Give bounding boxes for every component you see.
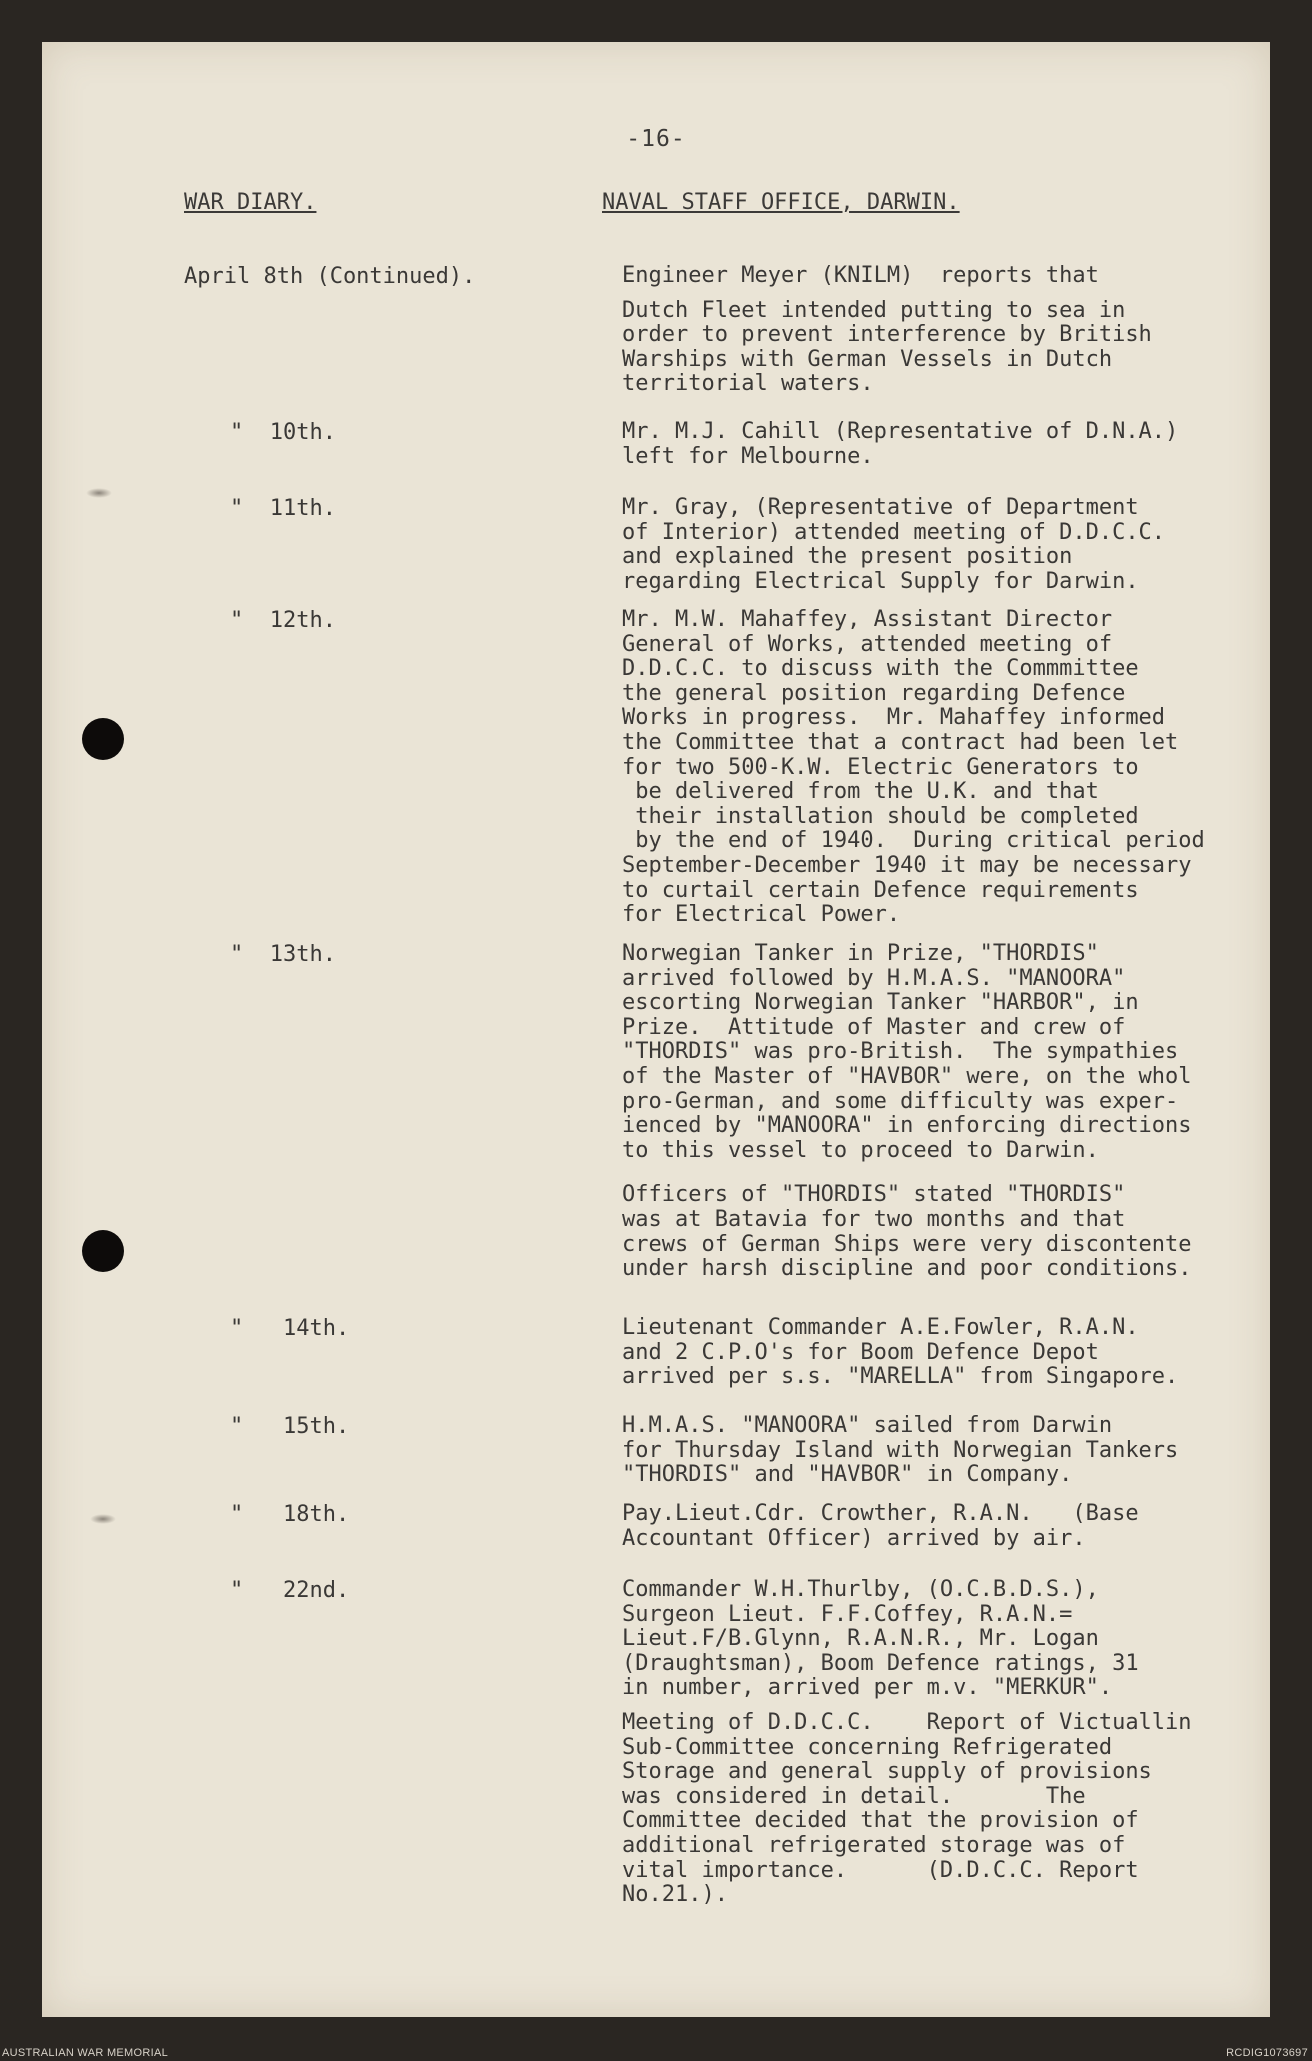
- entry-date: " 18th.: [230, 1502, 350, 1527]
- entry-text: [622, 942, 1192, 1282]
- entry-text-line: their installation should be completed: [622, 803, 1139, 829]
- entry-text-line: to this vessel to proceed to Darwin.: [622, 1137, 1099, 1163]
- entry-text: [622, 1316, 1178, 1390]
- entry-text-line: under harsh discipline and poor conditions.: [622, 1256, 1192, 1282]
- entry-date: " 22nd.: [230, 1578, 350, 1603]
- entry-text-line: [622, 1163, 1192, 1173]
- footer-record-id: RCDIG1073697: [1226, 2047, 1308, 2059]
- entry-text-line: Prize. Attitude of Master and crew of: [622, 1014, 1126, 1040]
- entry-text-line: Accountant Officer) arrived by air.: [622, 1525, 1086, 1551]
- entry-text: [622, 1578, 1192, 1908]
- entry-text: [622, 1502, 1139, 1551]
- entry-text-line: H.M.A.S. "MANOORA" sailed from Darwin: [622, 1413, 1113, 1438]
- header-title-right: NAVAL STAFF OFFICE, DARWIN.: [602, 190, 960, 215]
- entry-text-line: Lieutenant Commander A.E.Fowler, R.A.N.: [622, 1315, 1139, 1340]
- entry-text-line: left for Melbourne.: [622, 443, 874, 469]
- entry-text: [622, 420, 1178, 469]
- page-number: -16-: [626, 126, 686, 152]
- entry-date: " 12th.: [230, 608, 336, 633]
- entry-text-line: No.21.).: [622, 1882, 728, 1908]
- entry-text-line: vital importance. (D.D.C.C. Report: [622, 1857, 1139, 1883]
- entry-text-line: Committee decided that the provision of: [622, 1808, 1139, 1834]
- entry-text-line: Works in progress. Mr. Mahaffey informed: [622, 705, 1166, 731]
- entry-text-line: of the Master of "HAVBOR" were, on the whol: [622, 1063, 1192, 1089]
- entry-text-line: for Electrical Power.: [622, 902, 901, 928]
- entry-text-line: in number, arrived per m.v. "MERKUR".: [622, 1675, 1113, 1701]
- entry-text-line: was at Batavia for two months and that: [622, 1206, 1126, 1232]
- entry-text-line: was considered in detail. The: [622, 1783, 1086, 1809]
- entry-text-line: Surgeon Lieut. F.F.Coffey, R.A.N.=: [622, 1601, 1073, 1627]
- entry-text-line: for two 500-K.W. Electric Generators to: [622, 754, 1139, 780]
- entry-text-line: Sub-Committee concerning Refrigerated: [622, 1734, 1113, 1760]
- entry-date: " 14th.: [230, 1316, 350, 1341]
- entry-text-line: territorial waters.: [622, 371, 874, 397]
- punch-hole-bottom: [82, 1230, 124, 1272]
- entry-text-line: "THORDIS" and "HAVBOR" in Company.: [622, 1462, 1073, 1488]
- entry-text-line: Mr. M.W. Mahaffey, Assistant Director: [622, 607, 1113, 632]
- entry-text-line: escorting Norwegian Tanker "HARBOR", in: [622, 990, 1139, 1016]
- entry-text-line: the Committee that a contract had been let: [622, 729, 1179, 755]
- entry-date: " 15th.: [230, 1414, 350, 1439]
- entry-text-line: Mr. M.J. Cahill (Representative of D.N.A.): [622, 419, 1179, 444]
- entry-text-line: Norwegian Tanker in Prize, "THORDIS": [622, 941, 1099, 966]
- entry-text-line: Pay.Lieut.Cdr. Crowther, R.A.N. (Base: [622, 1501, 1139, 1526]
- entry-text-line: additional refrigerated storage was of: [622, 1832, 1126, 1858]
- entry-text-line: to curtail certain Defence requirements: [622, 877, 1139, 903]
- entry-text: [622, 608, 1205, 928]
- entry-date: " 13th.: [230, 942, 336, 967]
- entry-date: April 8th (Continued).: [184, 264, 476, 289]
- entry-text-line: General of Works, attended meeting of: [622, 631, 1113, 657]
- entry-text-line: the general position regarding Defence: [622, 680, 1126, 706]
- entry-text-line: Commander W.H.Thurlby, (O.C.B.D.S.),: [622, 1577, 1099, 1602]
- paper-blemish: [90, 1514, 116, 1524]
- entry-text-line: by the end of 1940. During critical period: [622, 828, 1205, 854]
- entry-text-line: ienced by "MANOORA" in enforcing directions: [622, 1113, 1192, 1139]
- entry-text-line: for Thursday Island with Norwegian Tankers: [622, 1437, 1179, 1463]
- entry-text-line: Mr. Gray, (Representative of Department: [622, 495, 1139, 520]
- entry-text-line: arrived per s.s. "MARELLA" from Singapore.: [622, 1364, 1179, 1390]
- entry-text-line: pro-German, and some difficulty was exper-: [622, 1088, 1179, 1114]
- entry-text-line: Engineer Meyer (KNILM) reports that: [622, 263, 1099, 288]
- entry-text-line: (Draughtsman), Boom Defence ratings, 31: [622, 1650, 1139, 1676]
- header-title-left: WAR DIARY.: [184, 190, 317, 215]
- entry-text-line: September-December 1940 it may be necessary: [622, 852, 1192, 878]
- entry-text-line: and explained the present position: [622, 544, 1073, 570]
- entry-text: [622, 264, 1152, 397]
- entry-text-line: order to prevent interference by British: [622, 322, 1152, 348]
- entry-text-line: be delivered from the U.K. and that: [622, 779, 1099, 805]
- entry-text-line: Dutch Fleet intended putting to sea in: [622, 297, 1126, 323]
- entry-text-line: crews of German Ships were very discontente: [622, 1231, 1192, 1257]
- entry-text-line: Meeting of D.D.C.C. Report of Victuallin: [622, 1709, 1192, 1735]
- footer-source: AUSTRALIAN WAR MEMORIAL: [2, 2047, 169, 2059]
- entry-text: [622, 1414, 1178, 1488]
- entry-text-line: Officers of "THORDIS" stated "THORDIS": [622, 1182, 1126, 1208]
- entry-text-line: arrived followed by H.M.A.S. "MANOORA": [622, 965, 1126, 991]
- entry-text-line: of Interior) attended meeting of D.D.C.C.: [622, 519, 1166, 545]
- entry-text-line: Lieut.F/B.Glynn, R.A.N.R., Mr. Logan: [622, 1626, 1099, 1652]
- entry-text-line: and 2 C.P.O's for Boom Defence Depot: [622, 1339, 1099, 1365]
- entry-text-line: regarding Electrical Supply for Darwin.: [622, 568, 1139, 594]
- entry-date: " 11th.: [230, 496, 336, 521]
- entry-text: [622, 496, 1165, 594]
- entry-date: " 10th.: [230, 420, 336, 445]
- punch-hole-top: [82, 718, 124, 760]
- paper-blemish: [86, 488, 112, 498]
- entry-text-line: Storage and general supply of provisions: [622, 1759, 1152, 1785]
- entry-text-line: Warships with German Vessels in Dutch: [622, 346, 1113, 372]
- entry-text-line: D.D.C.C. to discuss with the Commmittee: [622, 656, 1139, 682]
- entry-text-line: "THORDIS" was pro-British. The sympathies: [622, 1039, 1179, 1065]
